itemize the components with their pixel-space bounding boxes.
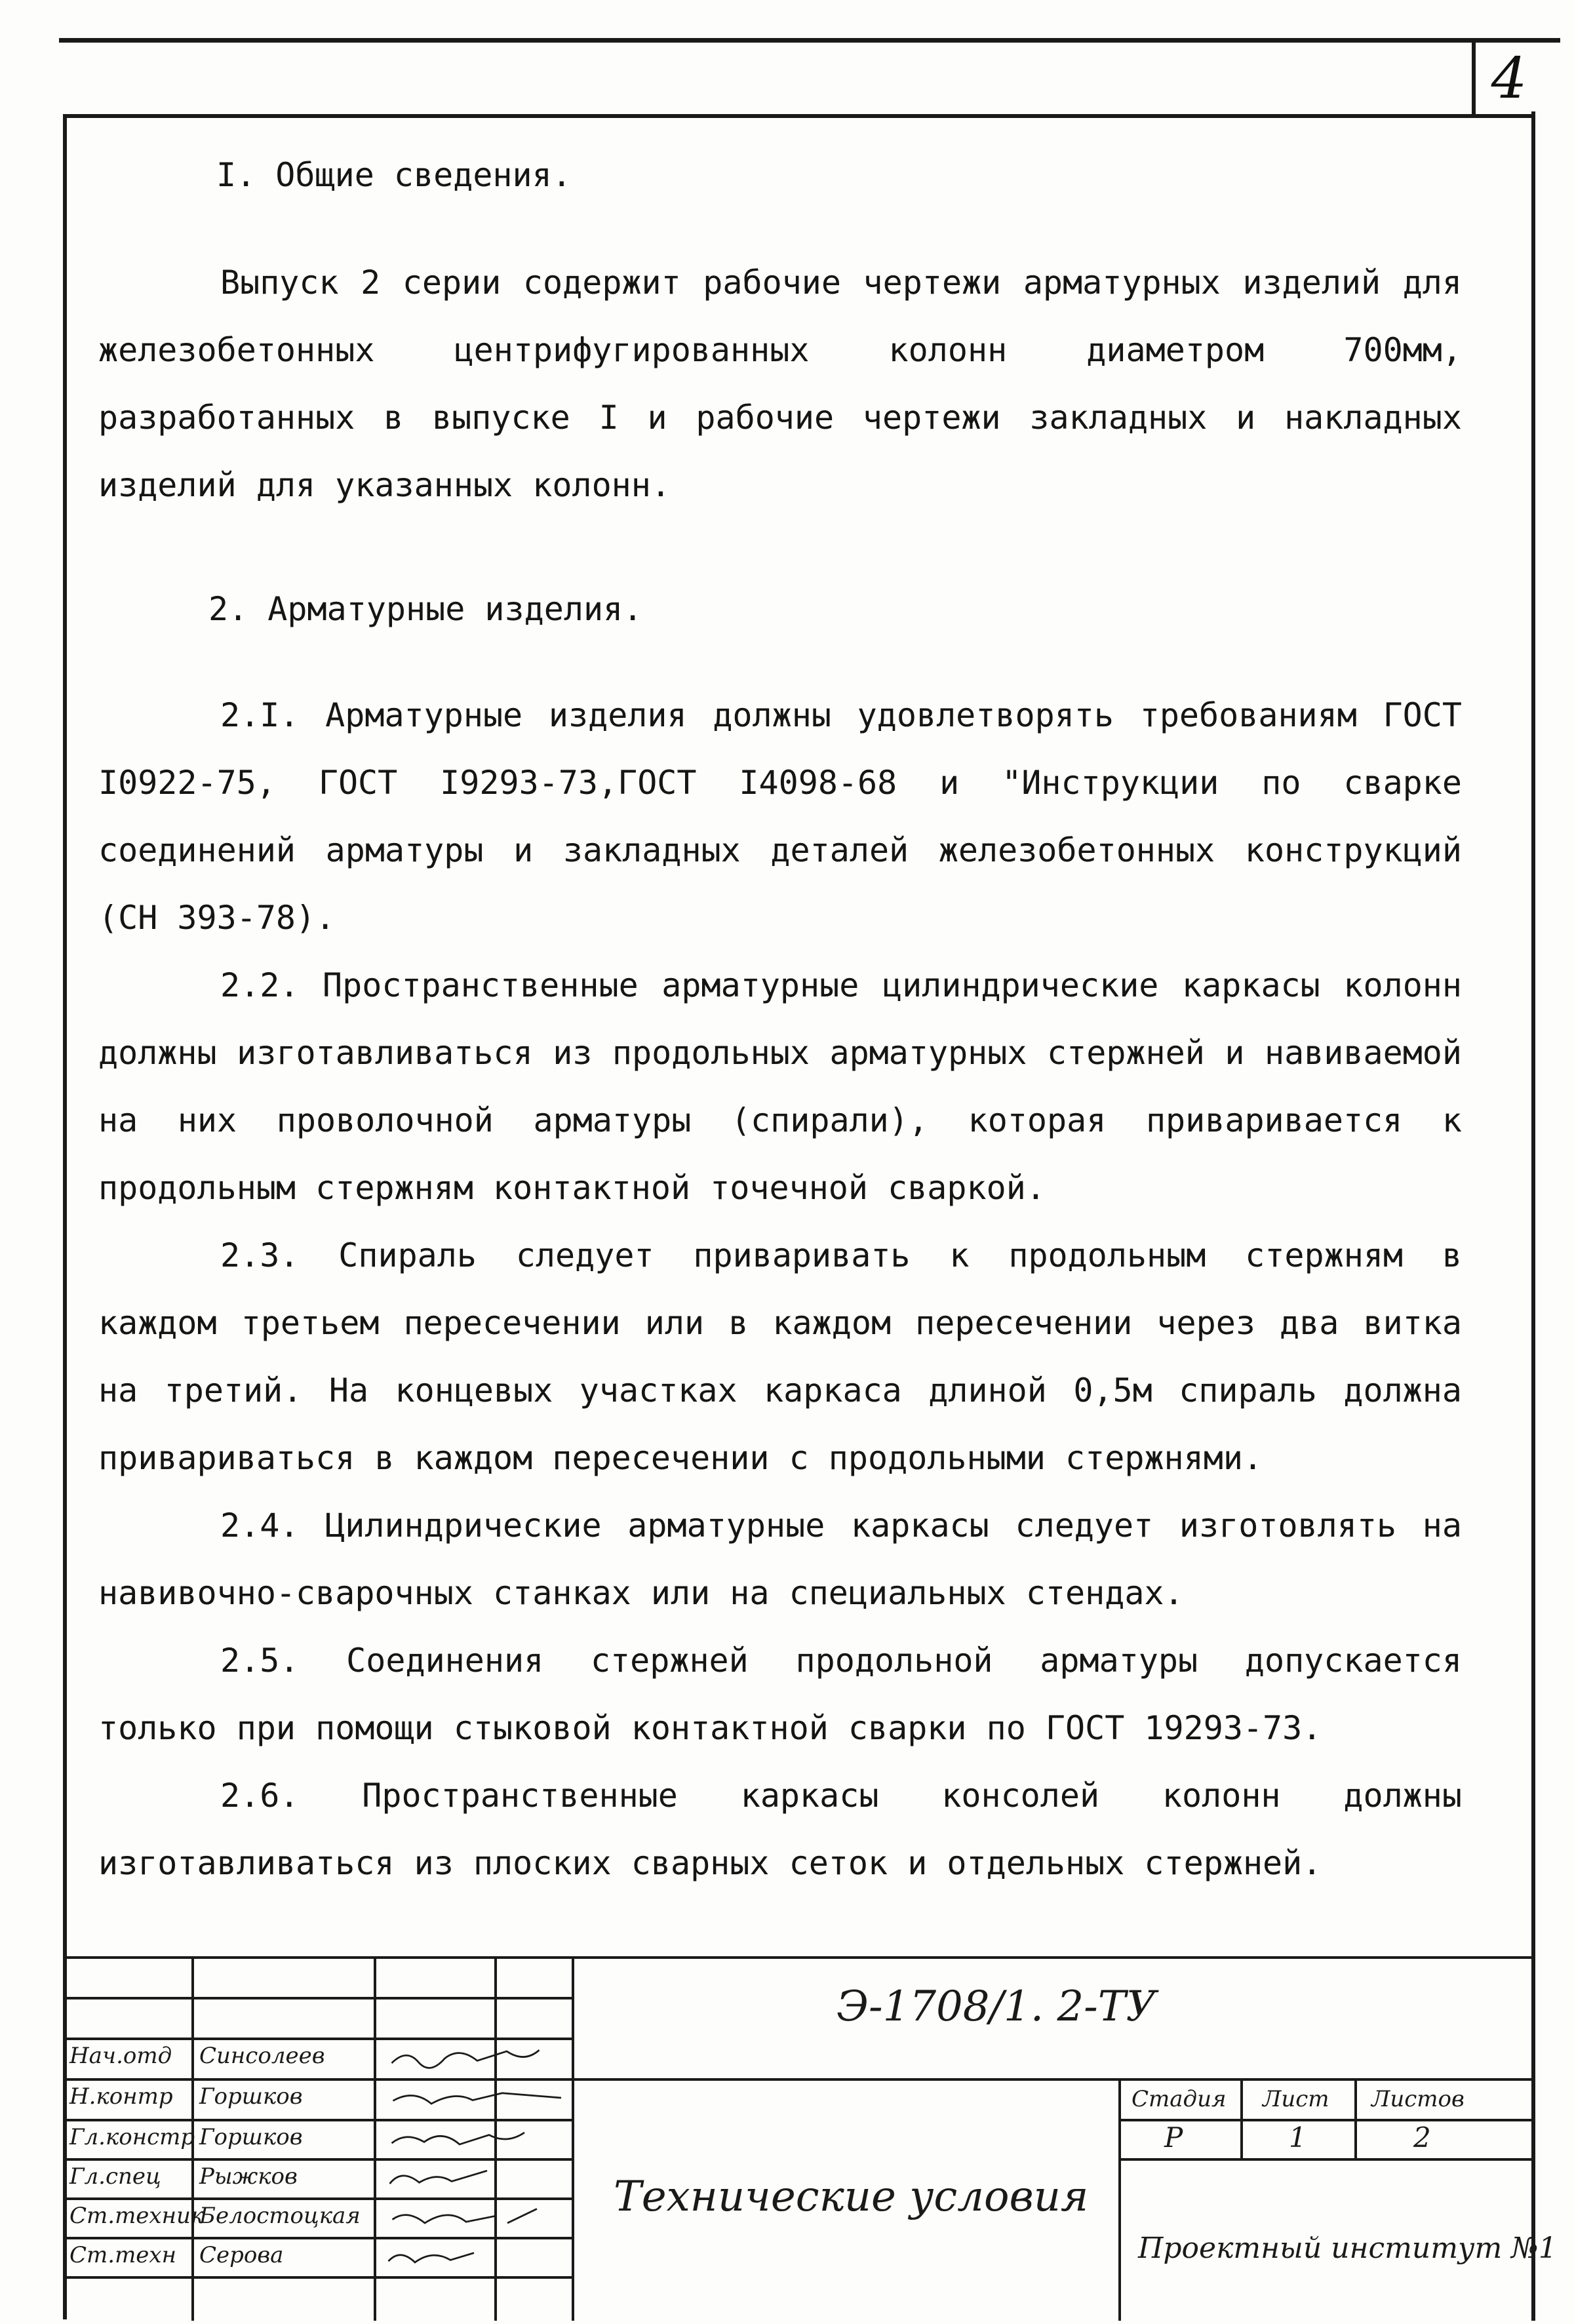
- grid-line: [63, 2078, 1535, 2081]
- section-2-body: [98, 682, 1462, 1897]
- staff-role: Н.контр: [69, 2083, 173, 2110]
- staff-name: Белостоцкая: [199, 2203, 361, 2229]
- organization: Проектный институт №1: [1138, 2232, 1557, 2265]
- grid-line: [63, 2237, 574, 2239]
- title-block-top-line: [63, 1956, 1535, 1959]
- clause-2-5: 2.5. Соединения стержней продольной арматуры допускается только при помощи стыковой контактной сварки по ГОСТ 19293-73.: [98, 1642, 1462, 1747]
- sheet-header: Лист: [1263, 2086, 1329, 2112]
- page-number: 4: [1491, 46, 1527, 111]
- grid-line: [63, 2276, 574, 2279]
- signature: [380, 2045, 551, 2069]
- staff-name: Горшков: [199, 2083, 303, 2110]
- staff-name: Серова: [199, 2242, 284, 2268]
- clause-2-3: 2.3. Спираль следует приваривать к продольным стержням в каждом третьем пересечении или в каждом пересечении через два витка на третий. На концевых участках каркаса длиной 0,5м спираль должна привариваться в каждом пересечении с продольными стержнями.: [98, 1236, 1462, 1477]
- clause-2-4: 2.4. Цилиндрические арматурные каркасы следует изготовлять на навивочно-сварочных станках или на специальных стендах.: [98, 1507, 1462, 1612]
- signature: [380, 2205, 564, 2229]
- grid-line: [63, 2038, 574, 2040]
- page-number-box: [1472, 41, 1476, 118]
- clause-2-6: 2.6. Пространственные каркасы консолей колонн должны изготавливаться из плоских сварных сеток и отдельных стержней.: [98, 1777, 1462, 1882]
- sheet-value: 1: [1289, 2121, 1307, 2154]
- staff-role: Гл.констр: [69, 2124, 195, 2150]
- signature: [380, 2166, 511, 2190]
- grid-line: [1118, 2158, 1535, 2161]
- document-title: Технические условия: [614, 2173, 1089, 2221]
- clause-2-1: 2.I. Арматурные изделия должны удовлетворять требованиям ГОСТ I0922-75, ГОСТ I9293-73,ГОСТ I4098-68 и "Инструкции по сварке соединений арматуры и закладных деталей железобетонных конструкций (СН 393-78).: [98, 696, 1462, 937]
- grid-line: [63, 1997, 574, 1999]
- clause-2-2: 2.2. Пространственные арматурные цилиндрические каркасы колонн должны изготавливаться из продольных арматурных стержней и навиваемой на них проволочной арматуры (спирали), которая приваривается к продольным стержням контактной точечной сваркой.: [98, 966, 1462, 1207]
- title-block: [63, 1956, 1557, 2321]
- staff-name: Рыжков: [199, 2163, 298, 2190]
- staff-role: Ст.техн: [69, 2242, 176, 2268]
- frame-top-border: [63, 114, 1535, 118]
- top-rule: [59, 38, 1560, 43]
- signature: [380, 2127, 551, 2150]
- grid-line: [63, 2197, 574, 2200]
- staff-role: Нач.отд: [69, 2043, 172, 2069]
- signature: [380, 2245, 485, 2268]
- sheets-header: Листов: [1371, 2086, 1465, 2112]
- staff-role: Ст.техник: [69, 2203, 205, 2229]
- section-1-paragraph: [98, 249, 1462, 519]
- grid-line: [63, 2119, 574, 2121]
- grid-line: [63, 2158, 574, 2161]
- section-2-heading: 2. Арматурные изделия.: [208, 590, 643, 628]
- signature: [380, 2086, 577, 2110]
- staff-name: Горшков: [199, 2124, 303, 2150]
- stage-header: Стадия: [1131, 2086, 1227, 2112]
- grid-line: [1118, 2078, 1121, 2321]
- grid-line: [572, 1956, 574, 2321]
- designation: Э-1708/1. 2-ТУ: [836, 1982, 1156, 2031]
- sheets-value: 2: [1413, 2121, 1431, 2154]
- paragraph-text: Выпуск 2 серии содержит рабочие чертежи арматурных изделий для железобетонных центрифугированных колонн диаметром 700мм, разработанных в выпуске I и рабочие чертежи закладных и накладных изделий для указанных колонн.: [98, 264, 1462, 504]
- section-1-heading: I. Общие сведения.: [216, 156, 572, 194]
- staff-name: Синсолеев: [199, 2043, 325, 2069]
- staff-role: Гл.спец: [69, 2163, 161, 2190]
- grid-line: [374, 1956, 376, 2321]
- stage-value: Р: [1164, 2121, 1183, 2154]
